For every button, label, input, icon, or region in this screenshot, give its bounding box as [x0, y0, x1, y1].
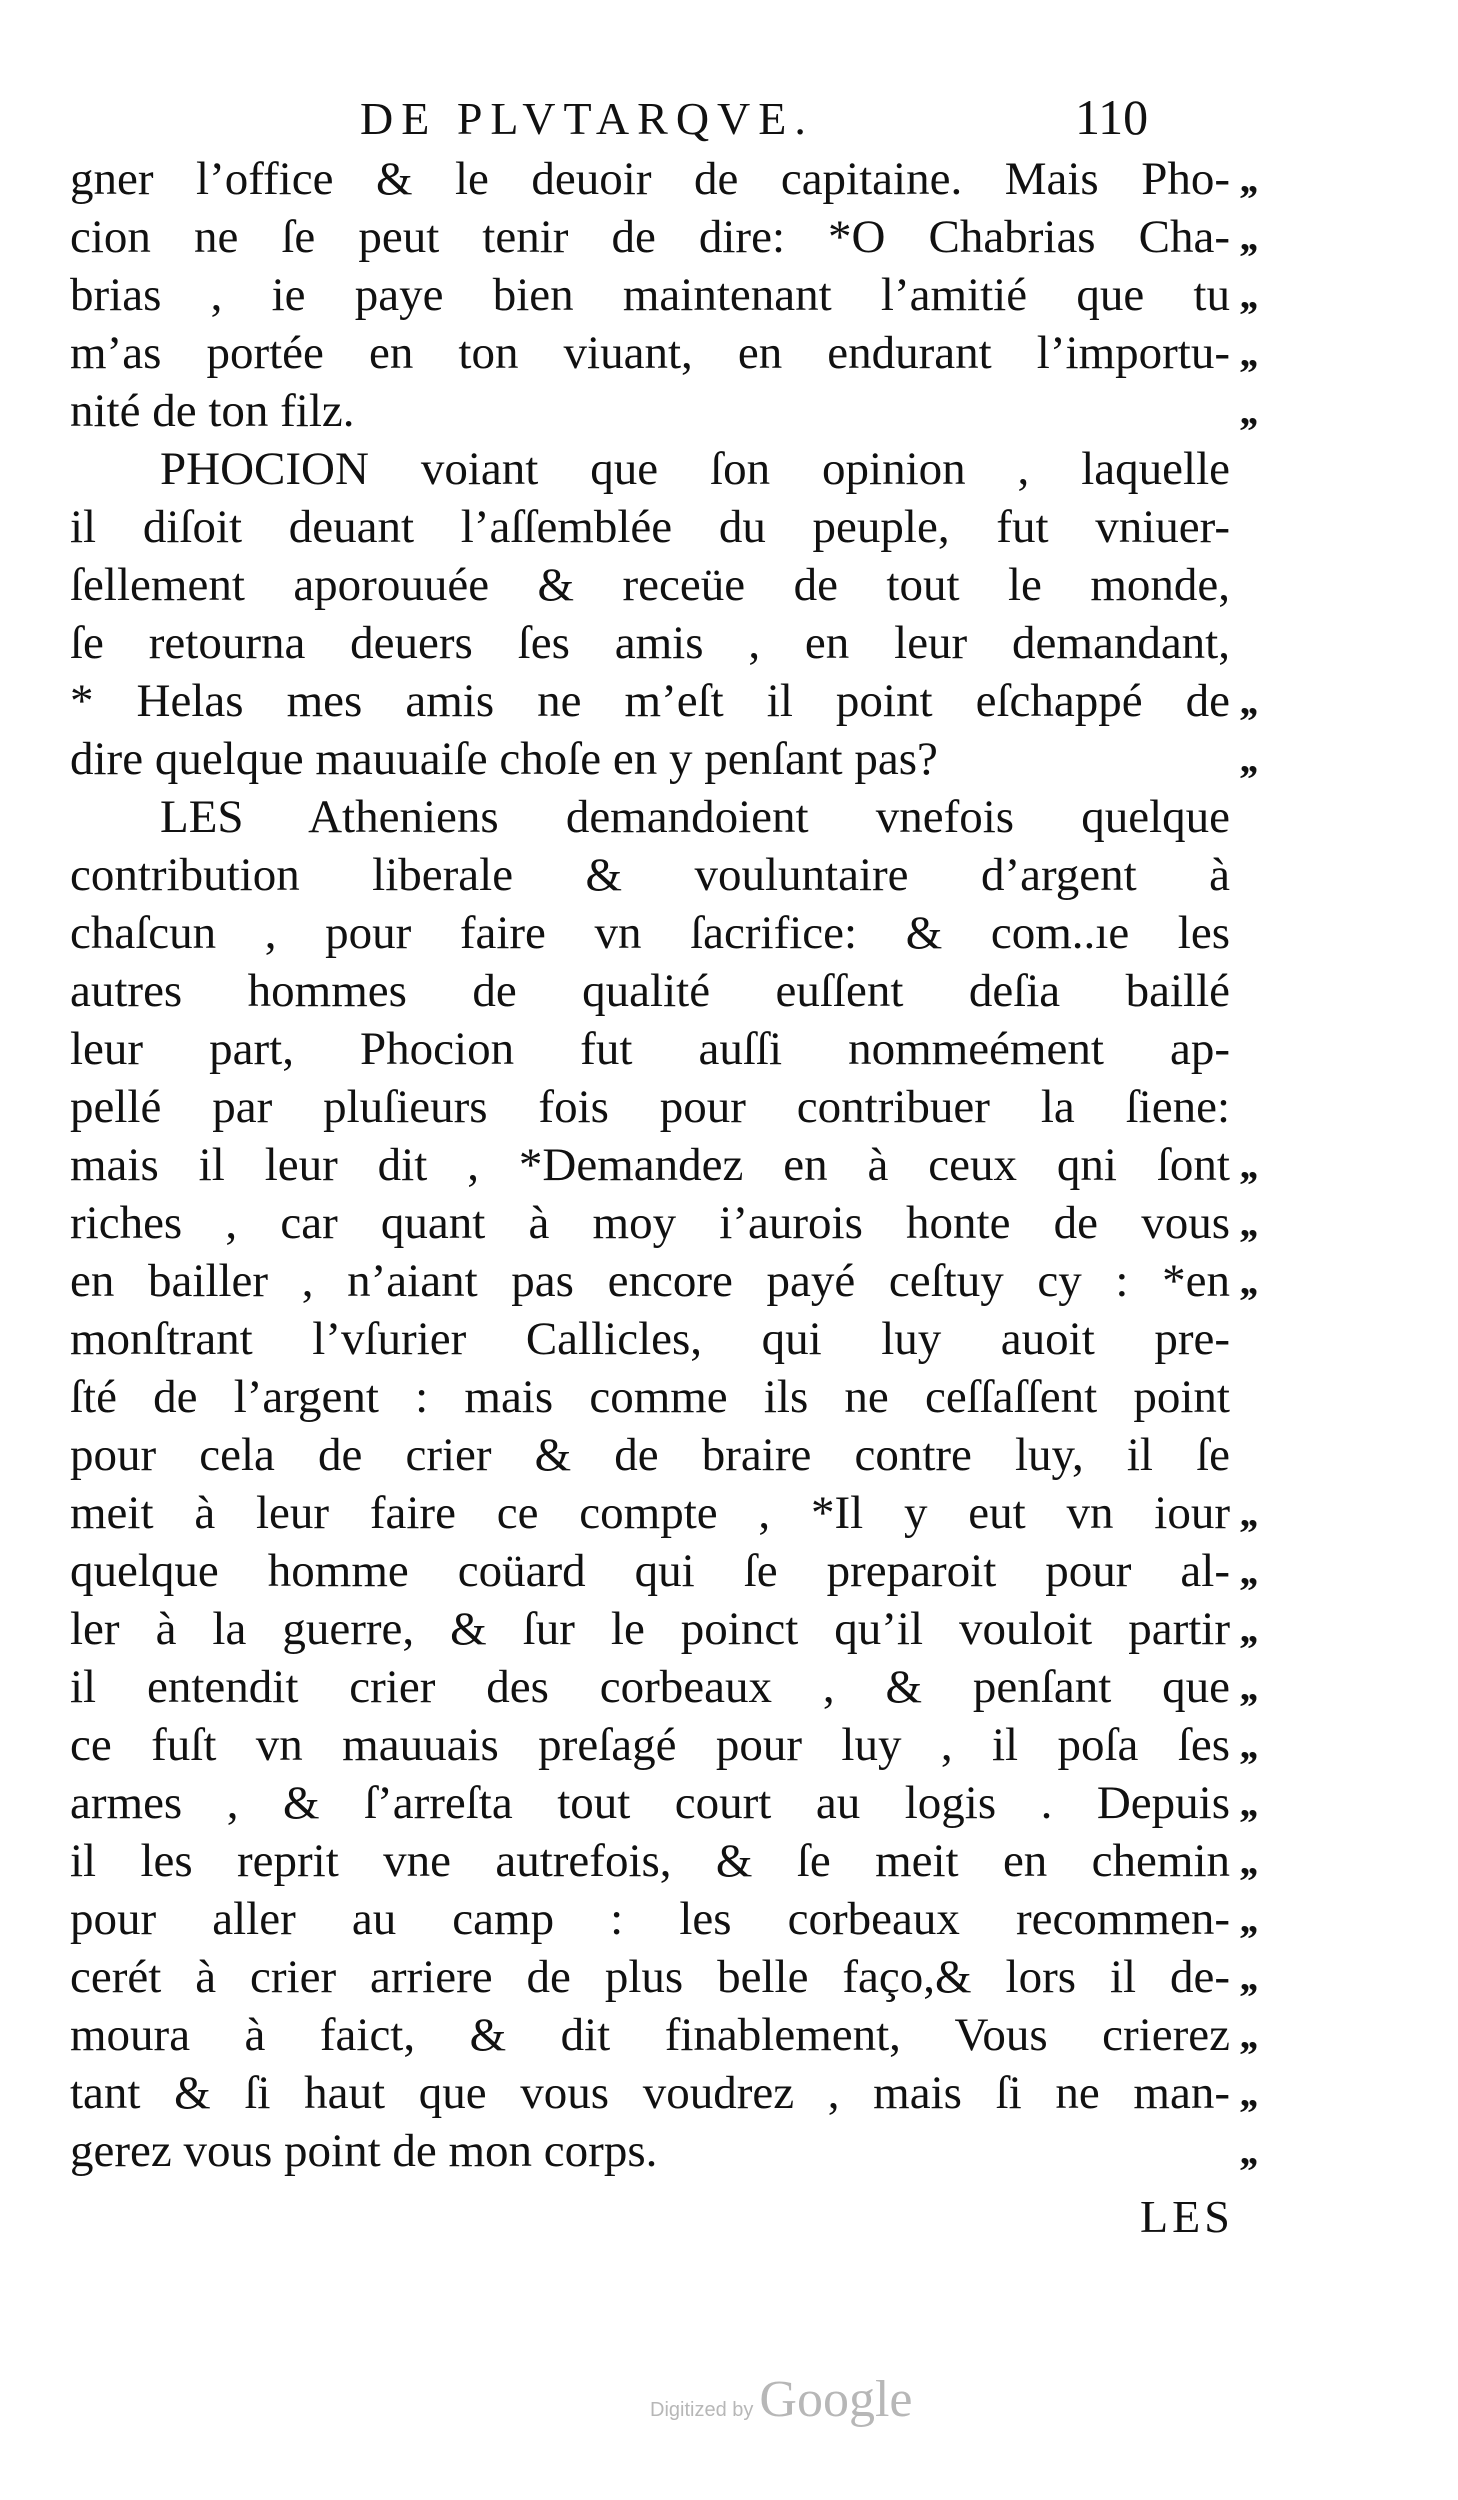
catchword: LES	[1140, 2191, 1234, 2242]
margin-quote-mark: ,,	[1240, 736, 1256, 781]
text-line: mais il leur dit , *Demandez en à ceux qni ſont	[70, 1139, 1230, 1191]
text-line: moura à faict, & dit finablement, Vous crierez	[70, 2009, 1230, 2061]
margin-quote-mark: ,,	[1240, 1838, 1256, 1883]
margin-quote-mark: ,,	[1240, 1548, 1256, 1593]
text-line: pellé par pluſieurs fois pour contribuer la ſiene:	[70, 1081, 1230, 1133]
watermark-prefix: Digitized by	[650, 2399, 754, 2421]
margin-quote-mark: ,,	[1240, 1200, 1256, 1245]
text-line: dire quelque mauuaiſe choſe en y penſant pas?	[70, 733, 938, 785]
margin-quote-mark: ,,	[1240, 214, 1256, 259]
margin-quote-mark: ,,	[1240, 1780, 1256, 1825]
margin-quote-mark: ,,	[1240, 156, 1256, 201]
watermark	[650, 2370, 912, 2429]
margin-quote-mark: ,,	[1240, 1896, 1256, 1941]
margin-quote-mark: ,,	[1240, 330, 1256, 375]
text-line: quelque homme coüard qui ſe preparoit pour al-	[70, 1545, 1230, 1597]
margin-quote-mark: ,,	[1240, 2012, 1256, 2057]
margin-quote-mark: ,,	[1240, 1142, 1256, 1187]
margin-quote-mark: ,,	[1240, 1954, 1256, 1999]
text-line: contribution liberale & vouluntaire d’argent à	[70, 849, 1230, 901]
text-line: nité de ton filz.	[70, 385, 355, 437]
text-line: pour aller au camp : les corbeaux recommen-	[70, 1893, 1230, 1945]
text-line: gerez vous point de mon corps.	[70, 2125, 658, 2177]
text-line: il diſoit deuant l’aſſemblée du peuple, fut vniuer-	[70, 501, 1230, 553]
text-line: chaſcun , pour faire vn ſacrifice: & com..ıe les	[70, 907, 1230, 959]
text-line: cerét à crier arriere de plus belle faço,& lors il de-	[70, 1951, 1230, 2003]
text-line: pour cela de crier & de braire contre luy, il ſe	[70, 1429, 1230, 1481]
text-line: monſtrant l’vſurier Callicles, qui luy auoit pre-	[70, 1313, 1230, 1365]
text-line: m’as portée en ton viuant, en endurant l’importu-	[70, 327, 1230, 379]
margin-quote-mark: ,,	[1240, 2128, 1256, 2173]
margin-quote-mark: ,,	[1240, 388, 1256, 433]
text-line: cion ne ſe peut tenir de dire: *O Chabrias Cha-	[70, 211, 1230, 263]
text-line: il les reprit vne autrefois, & ſe meit en chemin	[70, 1835, 1230, 1887]
text-line: ce fuſt vn mauuais preſagé pour luy , il poſa ſes	[70, 1719, 1230, 1771]
text-line: autres hommes de qualité euſſent deſia baillé	[70, 965, 1230, 1017]
body-text	[70, 150, 1230, 2180]
watermark-logo: Google	[759, 2371, 913, 2428]
text-line: LES Atheniens demandoient vnefois quelque	[160, 791, 1230, 843]
page-number: 110	[1075, 89, 1149, 145]
margin-quote-mark: ,,	[1240, 2070, 1256, 2115]
text-line: ſe retourna deuers ſes amis , en leur demandant,	[70, 617, 1230, 669]
margin-quote-mark: ,,	[1240, 1258, 1256, 1303]
text-line: en bailler , n’aiant pas encore payé ceſtuy cy : *en	[70, 1255, 1230, 1307]
margin-quote-mark: ,,	[1240, 1722, 1256, 1767]
text-line: * Helas mes amis ne m’eſt il point eſchappé de	[70, 675, 1230, 727]
text-line: riches , car quant à moy i’aurois honte de vous	[70, 1197, 1230, 1249]
text-line: meit à leur faire ce compte , *Il y eut vn iour	[70, 1487, 1230, 1539]
text-line: ſté de l’argent : mais comme ils ne ceſſaſſent point	[70, 1371, 1230, 1423]
margin-quote-mark: ,,	[1240, 1490, 1256, 1535]
margin-quote-mark: ,,	[1240, 1606, 1256, 1651]
text-line: tant & ſi haut que vous voudrez , mais ſi ne man-	[70, 2067, 1230, 2119]
running-head: DE PLVTARQVE.	[360, 93, 814, 144]
text-line: ler à la guerre, & ſur le poinct qu’il vouloit partir	[70, 1603, 1230, 1655]
margin-quote-mark: ,,	[1240, 272, 1256, 317]
text-line: PHOCION voiant que ſon opinion , laquelle	[160, 443, 1230, 495]
text-line: armes , & ſ’arreſta tout court au logis . Depuis	[70, 1777, 1230, 1829]
text-line: leur part, Phocion fut auſſi nommeément ap-	[70, 1023, 1230, 1075]
margin-quote-mark: ,,	[1240, 678, 1256, 723]
text-line: ſellement aporouuée & receüe de tout le monde,	[70, 559, 1230, 611]
text-line: brias , ie paye bien maintenant l’amitié que tu	[70, 269, 1230, 321]
text-line: gner l’office & le deuoir de capitaine. Mais Pho-	[70, 153, 1230, 205]
margin-quote-mark: ,,	[1240, 1664, 1256, 1709]
text-line: il entendit crier des corbeaux , & penſant que	[70, 1661, 1230, 1713]
